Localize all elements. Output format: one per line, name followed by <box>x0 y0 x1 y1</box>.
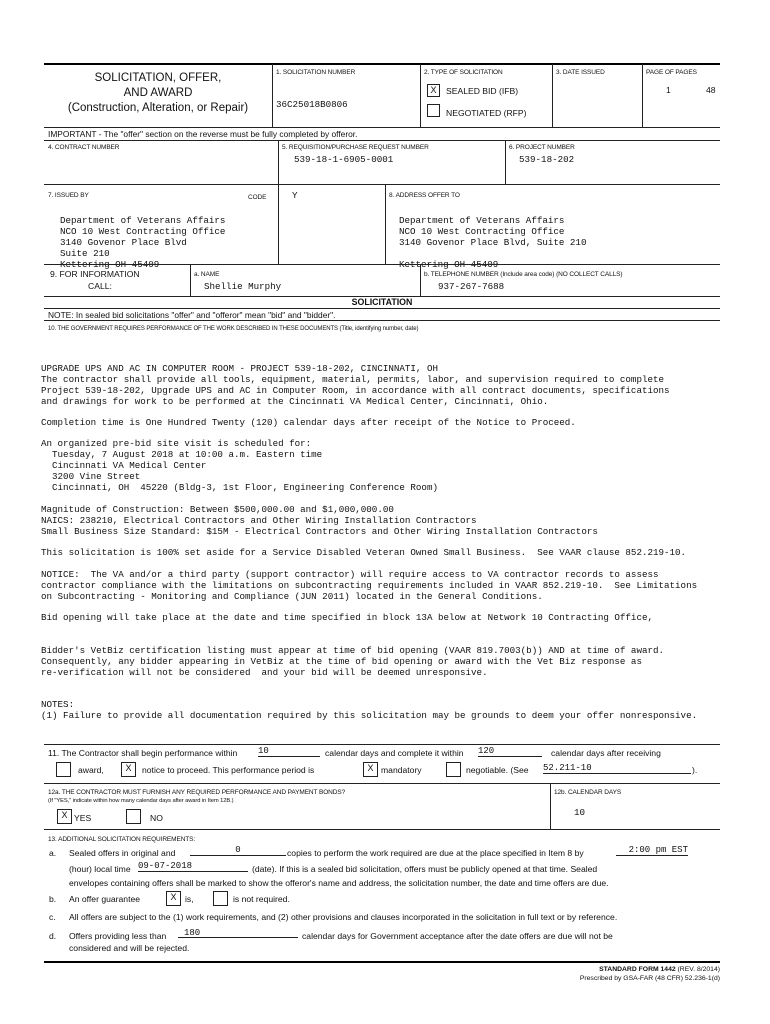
negotiable-label: negotiable. (See <box>466 765 529 775</box>
item13d-text3: considered and will be rejected. <box>69 943 190 953</box>
bonds-no-checkbox[interactable] <box>126 809 141 824</box>
call-label: CALL: <box>88 281 112 291</box>
item13a-text5: envelopes containing offers shall be marked to show the offeror's name and address, the solicitation number, the date and time offers are due. <box>69 878 609 888</box>
award-label: award, <box>78 765 104 775</box>
calendar-days-value: 10 <box>574 807 586 818</box>
contact-name: Shellie Murphy <box>204 281 282 292</box>
address-offer-to-label: 8. ADDRESS OFFER TO <box>389 192 460 199</box>
see-clause-field[interactable]: 52.211-10 <box>543 763 691 774</box>
page-number: 1 <box>666 85 671 95</box>
page-of-pages-label: PAGE OF PAGES <box>646 69 697 76</box>
total-pages: 48 <box>706 85 716 95</box>
project-description: UPGRADE UPS AND AC IN COMPUTER ROOM - PROJECT 539-18-202, CINCINNATI, OH The contractor shall provide all tools, equipment, material, permits, labor, and supervision required to complete Project 539-18-202, Upgrade UPS and AC in Computer Room, in accordance with all contract documents, specifications and drawings for work to be performed at the Cincinnati VA Medical Center, Cincinnati, Ohio. <box>41 363 670 407</box>
item13c-letter: c. <box>49 912 56 922</box>
negotiated-checkbox[interactable] <box>427 104 440 117</box>
complete-days-field[interactable]: 120 <box>478 746 542 757</box>
issued-by-address <box>60 204 225 270</box>
project-number-value: 539-18-202 <box>519 154 575 165</box>
name-label: a. NAME <box>194 271 220 278</box>
due-time-field[interactable]: 2:00 pm EST <box>616 845 688 856</box>
item12b-label: 12b. CALENDAR DAYS <box>554 789 622 796</box>
requisition-number-value: 539-18-1-6905-0001 <box>294 154 394 165</box>
solicitation-type-label: 2. TYPE OF SOLICITATION <box>424 69 503 76</box>
issued-by-label: 7. ISSUED BY <box>48 192 89 199</box>
form-number: STANDARD FORM 1442 <box>599 966 676 973</box>
item13b-letter: b. <box>49 894 57 904</box>
sealed-bid-checkbox[interactable]: X <box>427 84 440 97</box>
item11-text2: calendar days and complete it within <box>325 748 464 758</box>
requisition-number-label: 5. REQUISITION/PURCHASE REQUEST NUMBER <box>282 144 429 151</box>
code-label: CODE <box>248 194 267 201</box>
telephone-label: b. TELEPHONE NUMBER (Include area code) (NO COLLECT CALLS) <box>424 271 623 278</box>
notice-to-proceed-checkbox[interactable]: X <box>121 762 136 777</box>
sealed-bid-label: SEALED BID (IFB) <box>446 86 519 96</box>
contract-number-label: 4. CONTRACT NUMBER <box>48 144 120 151</box>
acceptance-days-field[interactable]: 180 <box>178 928 298 938</box>
negotiable-checkbox[interactable] <box>446 762 461 777</box>
solicitation-number-value: 36C25018B0806 <box>276 99 348 110</box>
item13a-text3: (hour) local time <box>69 864 131 874</box>
address-line: Department of Veterans Affairs <box>399 215 565 226</box>
issued-by-line: NCO 10 West Contracting Office <box>60 226 226 237</box>
form-title <box>44 71 272 116</box>
bid-opening: Bid opening will take place at the date and time specified in block 13A below at Network 10 Contracting Office, <box>41 612 653 623</box>
issued-by-line: 3140 Govenor Place Blvd <box>60 237 187 248</box>
form-title-line2: AND AWARD <box>123 87 193 99</box>
start-days-field[interactable]: 10 <box>258 746 320 757</box>
magnitude: Magnitude of Construction: Between $500,000.00 and $1,000,000.00 NAICS: 238210, Electrical Contractors and Other Wiring Installation Contractors Small Business Size Standard: $15M - Electrical Contractors and Other Wiring Installation Contractors <box>41 504 598 537</box>
notice-to-proceed-label: notice to proceed. This performance period is <box>142 765 315 775</box>
item13-label: 13. ADDITIONAL SOLICITATION REQUIREMENTS: <box>48 836 196 843</box>
site-visit: An organized pre-bid site visit is scheduled for: Tuesday, 7 August 2018 at 10:00 a.m. Eastern time Cincinnati VA Medical Center 3200 Vine Street Cincinnati, OH 45220 (Bldg-3, 1st Floor, Engineering Conference Room) <box>41 438 438 493</box>
form-footer <box>580 966 720 982</box>
important-notice: IMPORTANT - The "offer" section on the reverse must be fully completed by offeror. <box>48 129 358 139</box>
solicitation-heading: SOLICITATION <box>351 297 413 307</box>
code-value: Y <box>292 190 298 201</box>
set-aside: This solicitation is 100% set aside for a Service Disabled Veteran Owned Small Business. See VAAR clause 852.219-10. <box>41 547 687 558</box>
telephone-number: 937-267-7688 <box>438 281 505 292</box>
issued-by-line: Suite 210 <box>60 248 110 259</box>
address-line: NCO 10 West Contracting Office <box>399 226 565 237</box>
bonds-no-label: NO <box>150 813 163 823</box>
item13c-text: All offers are subject to the (1) work requirements, and (2) other provisions and clauses incorporated in the solicitation in full text or by reference. <box>69 912 618 922</box>
negotiated-label: NEGOTIATED (RFP) <box>446 108 527 118</box>
form-revision: (REV. 8/2014) <box>677 966 720 973</box>
item13d-text1: Offers providing less than <box>69 931 167 941</box>
mandatory-label: mandatory <box>381 765 422 775</box>
for-information-label: 9. FOR INFORMATION <box>50 269 140 279</box>
due-date-field[interactable]: 09-07-2018 <box>138 861 248 872</box>
guarantee-not-checkbox[interactable] <box>213 891 228 906</box>
item11-text3: calendar days after receiving <box>551 748 661 758</box>
item12a-label: 12a. THE CONTRACTOR MUST FURNISH ANY REQUIRED PERFORMANCE AND PAYMENT BONDS? <box>48 789 346 796</box>
solicitation-number-label: 1. SOLICITATION NUMBER <box>276 69 356 76</box>
issued-by-line: Department of Veterans Affairs <box>60 215 226 226</box>
item13a-text4: (date). If this is a sealed bid solicitation, offers must be publicly opened at that time. Sealed <box>252 864 598 874</box>
item11-end: ). <box>692 765 698 775</box>
date-issued-label: 3. DATE ISSUED <box>556 69 605 76</box>
mandatory-checkbox[interactable]: X <box>363 762 378 777</box>
form-title-line3: (Construction, Alteration, or Repair) <box>67 102 249 114</box>
notice: NOTICE: The VA and/or a third party (support contractor) will require access to VA contractor records to assess contractor compliance with the limitations on subcontracting requirements included in VAAR 852.219-10. See Limitations on Subcontracting - Monitoring and Compliance (JUN 2011) located in the General Conditions. <box>41 569 698 602</box>
item13a-text2: copies to perform the work required are due at the place specified in Item 8 by <box>287 848 584 858</box>
prescribed-by: Prescribed by GSA-FAR (48 CFR) 52.236-1(d) <box>579 975 720 982</box>
completion-time: Completion time is One Hundred Twenty (120) calendar days after receipt of the Notice to Proceed. <box>41 417 576 428</box>
bonds-yes-label: YES <box>74 813 92 823</box>
guarantee-is-label: is, <box>185 894 194 904</box>
item13d-letter: d. <box>49 931 57 941</box>
item13a-letter: a. <box>49 848 57 858</box>
address-line: 3140 Govenor Place Blvd, Suite 210 <box>399 237 587 248</box>
item13b-text: An offer guarantee <box>69 894 141 904</box>
award-checkbox[interactable] <box>56 762 71 777</box>
item12a-sublabel: (If "YES," indicate within how many calendar days after award in Item 12B.) <box>48 798 234 804</box>
guarantee-is-checkbox[interactable]: X <box>166 891 181 906</box>
sealed-bid-note: NOTE: In sealed bid solicitations "offer" and "offeror" mean "bid" and "bidder". <box>48 310 336 320</box>
guarantee-not-label: is not required. <box>233 894 290 904</box>
item13d-text2: calendar days for Government acceptance after the date offers are due will not be <box>302 931 613 941</box>
bonds-yes-checkbox[interactable]: X <box>57 809 72 824</box>
vetbiz-certification: Bidder's VetBiz certification listing must appear at time of bid opening (VAAR 819.7003(b)) AND at time of award. Consequently, any bidder appearing in VetBiz at the time of bid opening or award with the Vet Biz response as re-verification will not be considered and your bid will be deemed unresponsive. <box>41 645 665 678</box>
item10-label: 10. THE GOVERNMENT REQUIRES PERFORMANCE OF THE WORK DESCRIBED IN THESE DOCUMENTS (Title, identifying number, date) <box>48 326 419 332</box>
notes: NOTES: (1) Failure to provide all documentation required by this solicitation may be grounds to deem your offer nonresponsive. <box>41 699 698 721</box>
address-offer-to-address <box>399 204 586 270</box>
form-title-line1: SOLICITATION, OFFER, <box>94 72 222 84</box>
item13a-text1: Sealed offers in original and <box>69 848 176 858</box>
project-number-label: 6. PROJECT NUMBER <box>509 144 575 151</box>
item11-text1: 11. The Contractor shall begin performance within <box>48 748 238 758</box>
copies-field[interactable]: 0 <box>190 845 286 856</box>
